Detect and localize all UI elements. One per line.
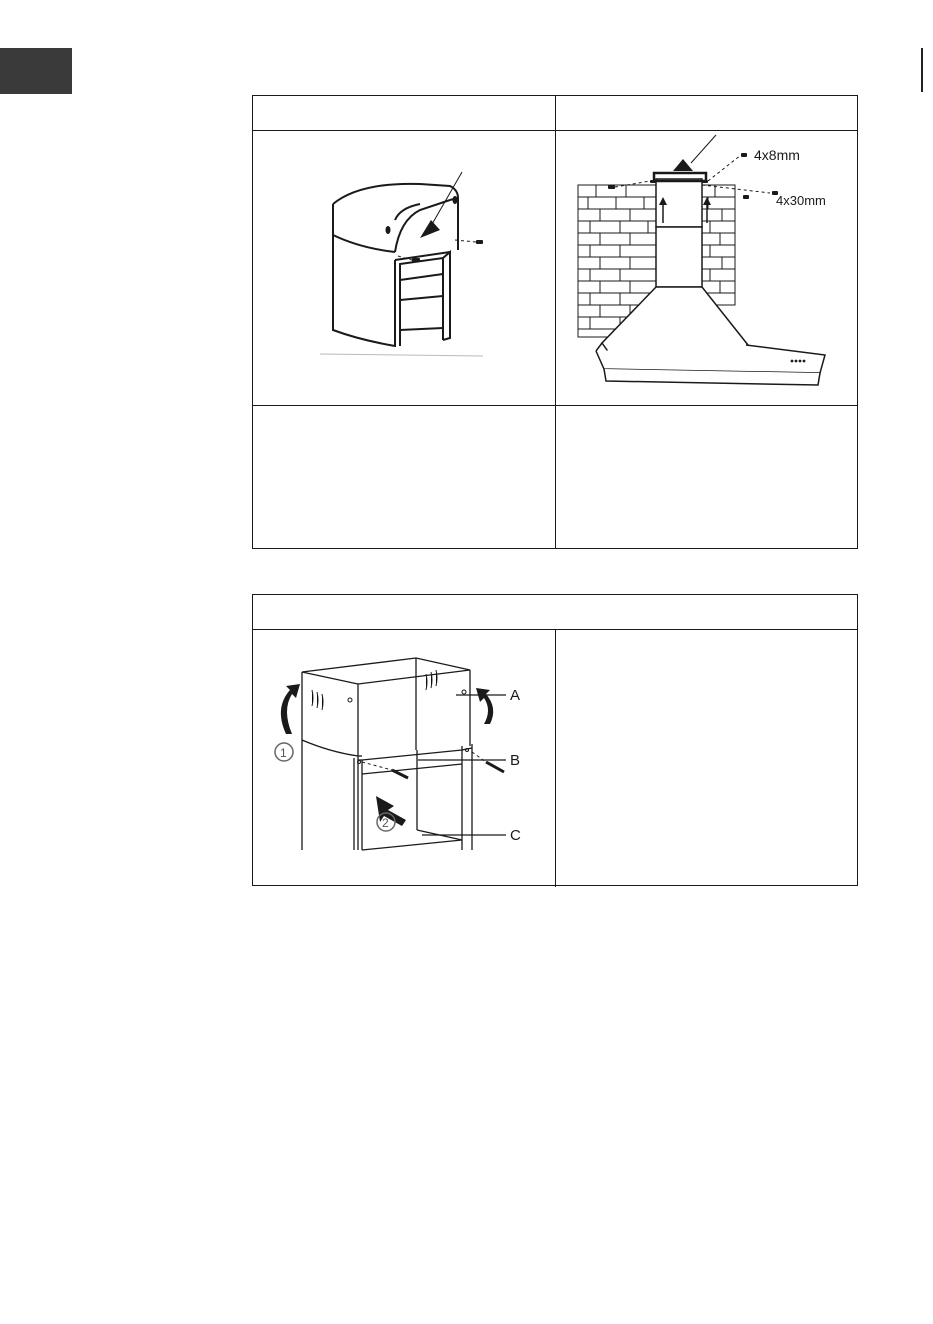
part-label-c: C xyxy=(510,827,521,844)
part-label-a: A xyxy=(510,687,521,704)
chimney-panel-assembly-illustration xyxy=(262,650,542,856)
language-tab xyxy=(0,48,72,94)
hood-chimney-mounting-illustration xyxy=(560,133,850,395)
step-2-number: 2 xyxy=(382,816,389,830)
part-label-b: B xyxy=(510,752,521,769)
page-edge-marker xyxy=(921,48,923,92)
screw-size-label-top: 4x8mm xyxy=(754,147,800,163)
chimney-bracket-illustration xyxy=(300,160,520,365)
step-1-number: 1 xyxy=(280,746,287,760)
screw-size-label-bottom: 4x30mm xyxy=(776,193,826,208)
